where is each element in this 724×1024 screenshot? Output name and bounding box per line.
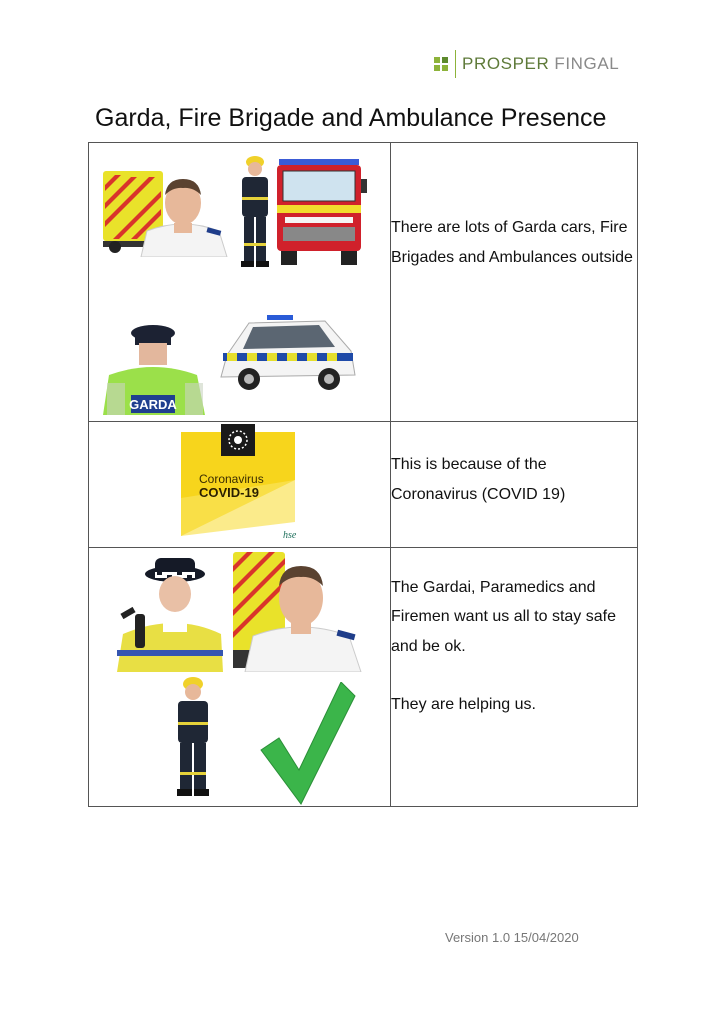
version-footer: Version 1.0 15/04/2020 — [445, 930, 579, 945]
poster-line-covid: COVID-19 — [199, 485, 259, 501]
image-cell-emergency-services — [89, 143, 391, 422]
firefighter-image — [171, 676, 215, 802]
table-row — [89, 422, 638, 547]
page-title: Garda, Fire Brigade and Ambulance Presence — [95, 104, 607, 132]
paramedic-image — [137, 173, 229, 257]
image-cell-covid — [89, 422, 391, 547]
garda-back-label: GARDA — [129, 397, 177, 412]
row-3-text — [391, 573, 637, 720]
checkmark-icon — [257, 682, 357, 806]
logo-word-prosper: PROSPER — [462, 54, 550, 73]
logo-divider — [455, 50, 456, 78]
image-cell-helpers — [89, 547, 391, 806]
table-row — [89, 547, 638, 806]
logo-text — [462, 54, 619, 74]
table-row — [89, 143, 638, 422]
garda-radio-image — [113, 552, 225, 672]
row-3-paragraph-1: The Gardai, Paramedics and Firemen want us all to stay safe and be ok. — [391, 578, 616, 655]
garda-officer-image — [101, 323, 209, 415]
hse-logo: hse — [283, 530, 297, 542]
prosper-fingal-logo — [434, 50, 619, 78]
garda-car-image — [217, 313, 359, 395]
covid-poster-image — [177, 424, 301, 542]
content-table — [88, 142, 638, 807]
logo-word-fingal: FINGAL — [554, 54, 620, 73]
fire-engine-image — [273, 159, 367, 267]
logo-squares-icon — [434, 57, 448, 71]
text-cell — [391, 422, 638, 547]
firefighter-image — [235, 155, 275, 273]
paramedic-image — [239, 556, 363, 672]
text-cell — [391, 547, 638, 806]
poster-line-coronavirus: Coronavirus — [199, 472, 264, 487]
row-2-text: This is because of the Coronavirus (COVID 19) — [391, 456, 566, 503]
text-cell — [391, 143, 638, 422]
row-3-paragraph-2: They are helping us. — [391, 696, 536, 714]
row-1-text: There are lots of Garda cars, Fire Brigades and Ambulances outside — [391, 219, 633, 266]
